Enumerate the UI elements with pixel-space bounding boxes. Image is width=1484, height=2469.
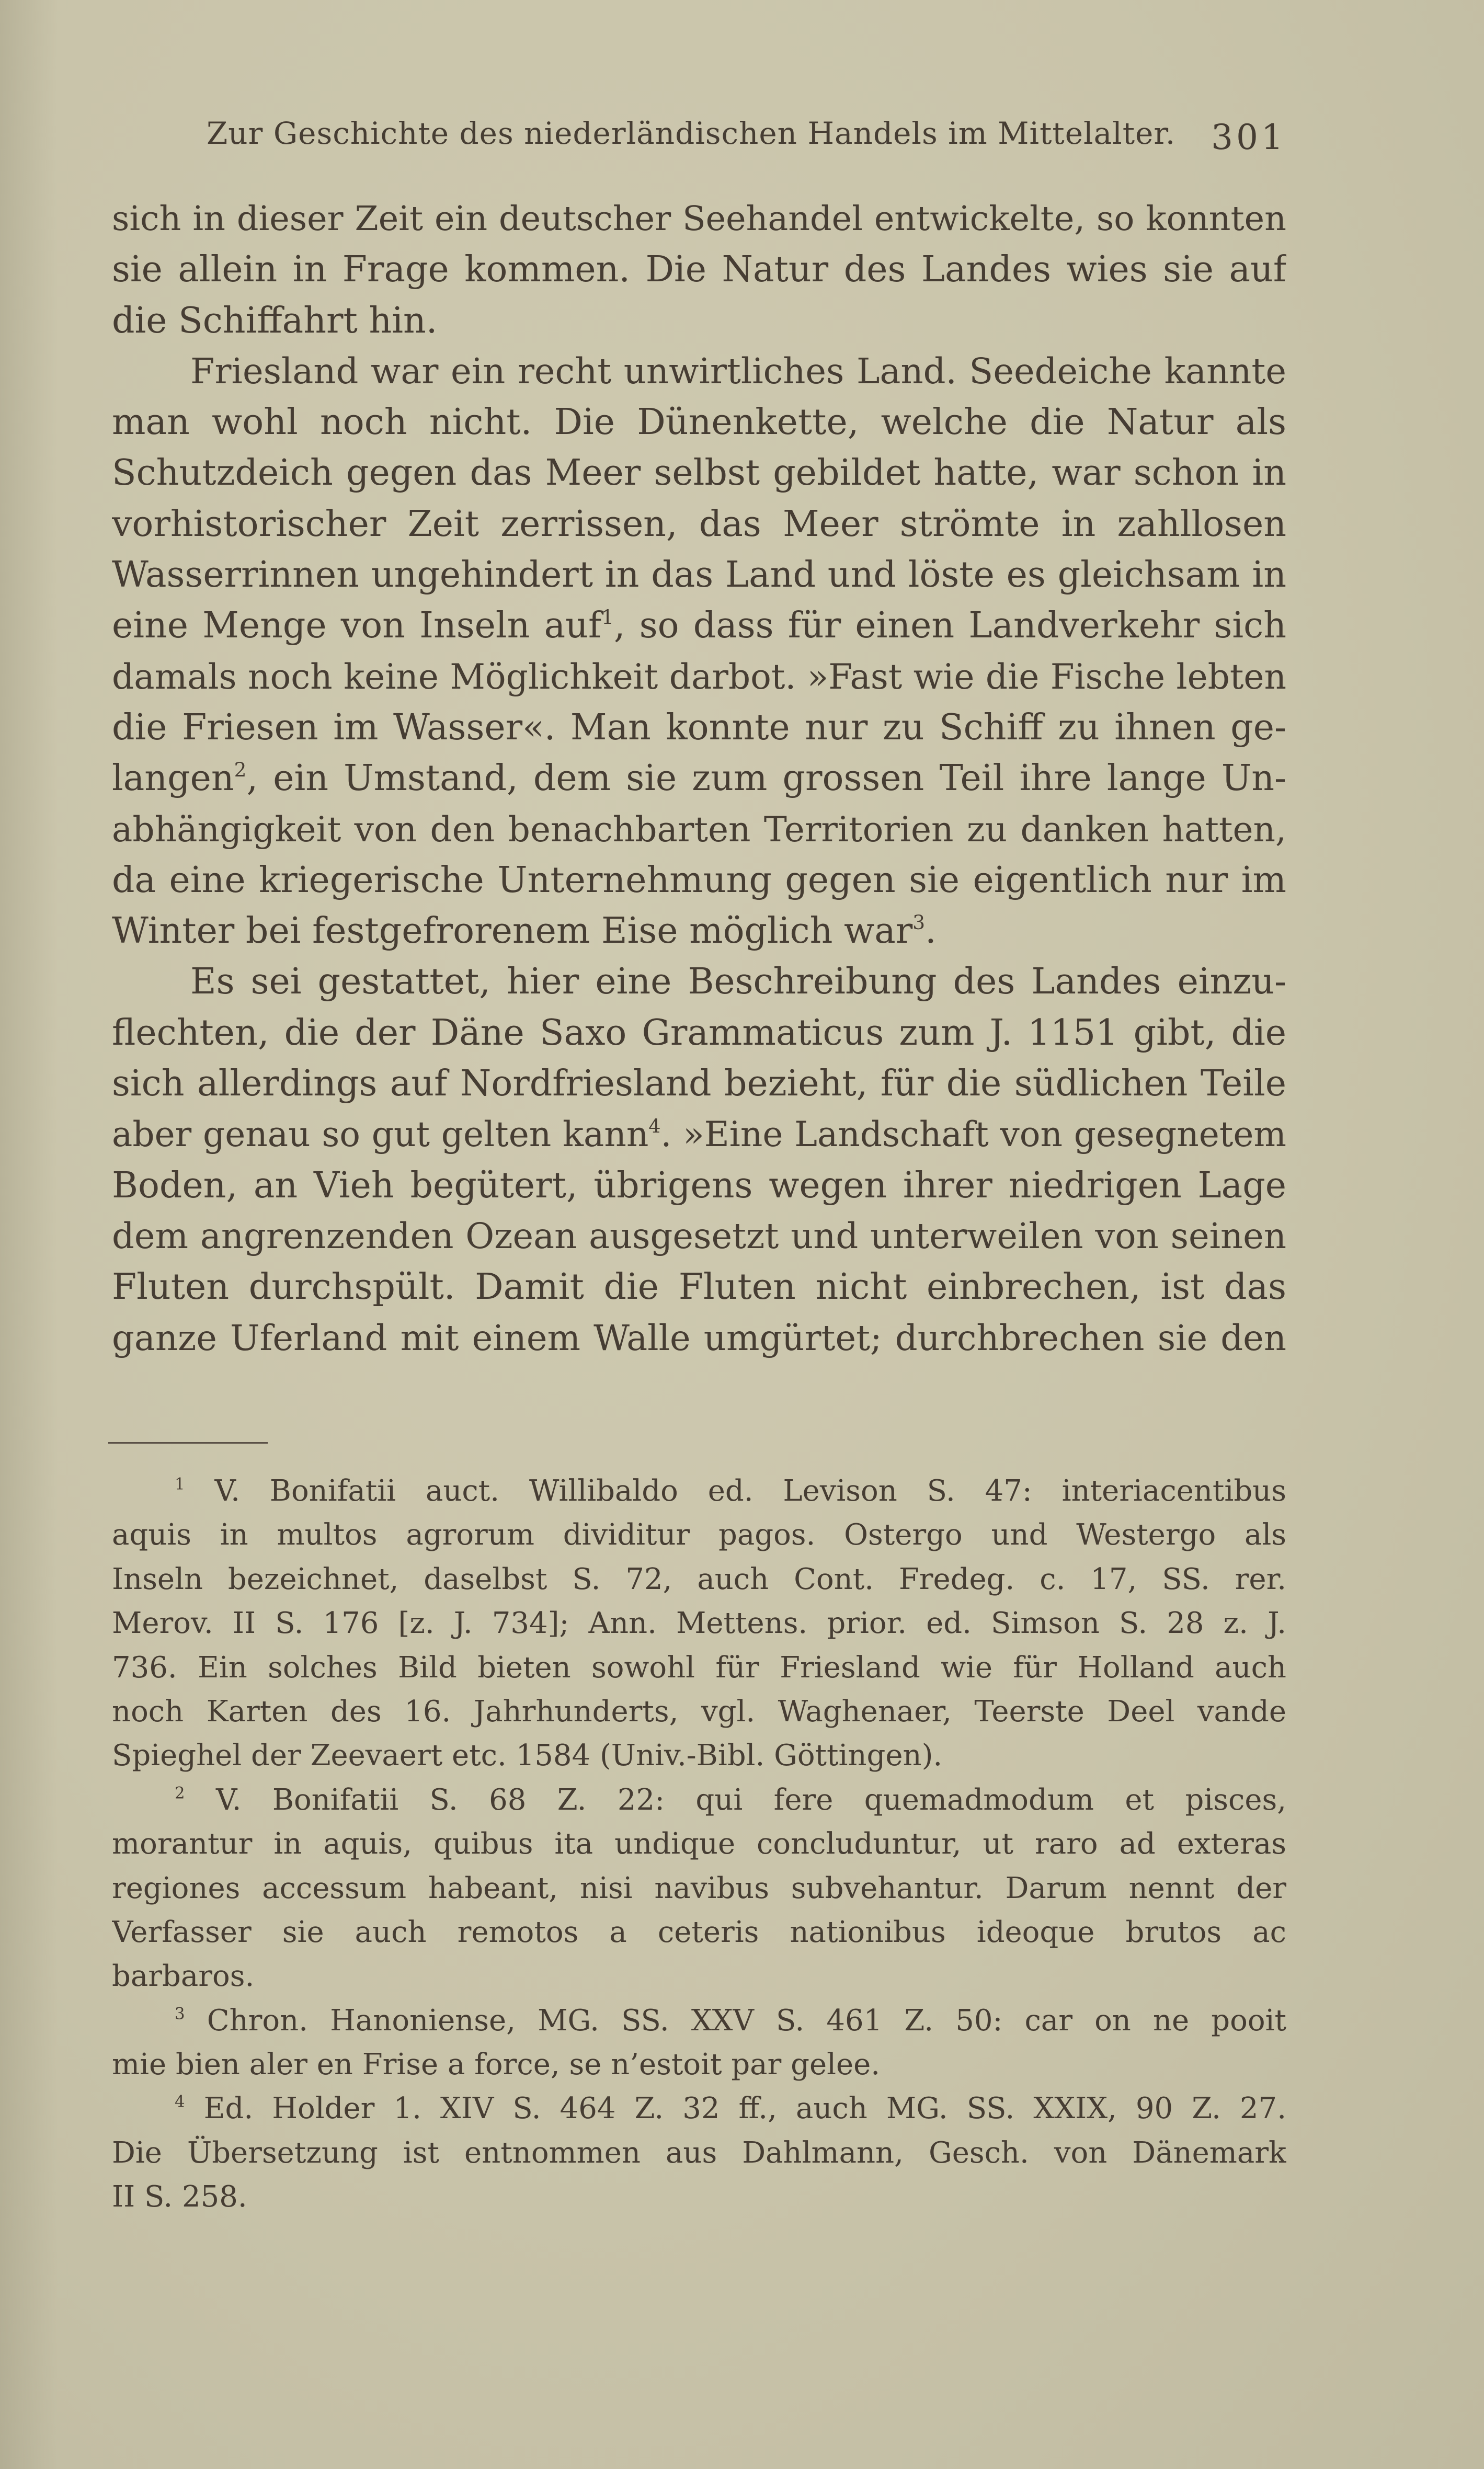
footnote-line xyxy=(112,1602,1286,1645)
text-line xyxy=(112,448,1286,498)
footnote-text: Ed. Holder 1. XIV S. 464 Z. 32 ff., auch MG. SS. XXIX, 90 Z. 27. xyxy=(185,2091,1286,2126)
footnote-line xyxy=(112,2175,1286,2219)
text-line xyxy=(112,1008,1286,1058)
text-line xyxy=(112,855,1286,906)
line-text: da eine kriegerische Unternehmung gegen sie eigentlich nur im xyxy=(112,859,1286,901)
footnote-text: V. Bonifatii S. 68 Z. 22: qui fere quemadmodum et pisces, xyxy=(185,1782,1286,1817)
text-line xyxy=(112,1211,1286,1262)
main-text xyxy=(112,193,1286,1364)
footnote-ref[interactable]: 4 xyxy=(648,1115,661,1138)
footnotes xyxy=(112,1469,1286,2220)
text-line xyxy=(112,702,1286,753)
text-line xyxy=(112,244,1286,295)
line-text: , so dass für einen Landverkehr sich xyxy=(613,605,1286,647)
footnote-line xyxy=(112,1911,1286,1954)
footnote-text: Inseln bezeichnet, daselbst S. 72, auch Cont. Fredeg. c. 17, SS. rer. xyxy=(112,1562,1286,1596)
line-text: . »Eine Landschaft von gesegnetem xyxy=(660,1114,1286,1155)
footnote-line xyxy=(112,1558,1286,1602)
line-text: die Friesen im Wasser«. Man konnte nur zu Schiff zu ihnen ge- xyxy=(112,706,1286,748)
line-text: Winter bei festgefrorenem Eise möglich war xyxy=(112,910,913,952)
footnote-number: 2 xyxy=(175,1784,185,1803)
footnote-line xyxy=(112,2131,1286,2175)
footnote-line xyxy=(112,1822,1286,1866)
line-text: dem angrenzenden Ozean ausgesetzt und unterweilen von seinen xyxy=(112,1215,1286,1256)
line-text: eine Menge von Inseln auf xyxy=(112,605,602,647)
running-title: Zur Geschichte des niederländischen Handels im Mittelalter. xyxy=(207,116,1176,151)
footnote-text: noch Karten des 16. Jahrhunderts, vgl. Waghenaer, Teerste Deel vande xyxy=(112,1694,1286,1729)
text-line xyxy=(112,295,1286,346)
text-line xyxy=(112,499,1286,550)
text-line xyxy=(112,804,1286,855)
text-line xyxy=(112,753,1286,804)
running-header xyxy=(207,112,1286,157)
text-line xyxy=(112,651,1286,702)
text-line xyxy=(112,550,1286,600)
line-text: Fluten durchspült. Damit die Fluten nicht einbrechen, ist das xyxy=(112,1266,1286,1308)
footnote-ref[interactable]: 3 xyxy=(912,910,926,934)
text-line xyxy=(112,1160,1286,1211)
footnote-number: 1 xyxy=(175,1474,185,1494)
line-text: ganze Uferland mit einem Walle umgürtet; durchbrechen sie den xyxy=(112,1317,1286,1358)
line-text: vorhistorischer Zeit zerrissen, das Meer strömte in zahllosen xyxy=(112,503,1286,545)
footnote-line xyxy=(112,1778,1286,1822)
footnote-line xyxy=(112,1469,1286,1513)
footnote-line xyxy=(112,2087,1286,2131)
footnote-line xyxy=(112,1867,1286,1911)
line-text: flechten, die der Däne Saxo Grammaticus zum J. 1151 gibt, die xyxy=(112,1012,1286,1054)
footnote-line xyxy=(112,1690,1286,1734)
line-text: . xyxy=(925,910,937,952)
line-text: sich allerdings auf Nordfriesland bezieht, für die südlichen Teile xyxy=(112,1063,1286,1105)
footnote-line xyxy=(112,1999,1286,2043)
footnote-text: V. Bonifatii auct. Willibaldo ed. Levison S. 47: interiacentibus xyxy=(185,1474,1286,1508)
footnote-text: Verfasser sie auch remotos a ceteris nationibus ideoque brutos ac xyxy=(112,1915,1286,1949)
footnote-text: 736. Ein solches Bild bieten sowohl für Friesland wie für Holland auch xyxy=(112,1650,1286,1685)
line-text: sie allein in Frage kommen. Die Natur des Landes wies sie auf xyxy=(112,249,1286,291)
line-text: , ein Umstand, dem sie zum grossen Teil ihre lange Un- xyxy=(246,758,1286,799)
footnote-line xyxy=(112,1646,1286,1690)
line-text: abhängigkeit von den benachbarten Territorien zu danken hatten, xyxy=(112,809,1286,850)
page-number: 301 xyxy=(1211,117,1286,157)
text-line xyxy=(112,906,1286,956)
footnote-text: Spieghel der Zeevaert etc. 1584 (Univ.-Bibl. Göttingen). xyxy=(112,1739,943,1773)
footnote-text: Merov. II S. 176 [z. J. 734]; Ann. Mettens. prior. ed. Simson S. 28 z. J. xyxy=(112,1606,1286,1641)
line-text: aber genau so gut gelten kann xyxy=(112,1114,649,1155)
footnote-text: aquis in multos agrorum dividitur pagos. Ostergo und Westergo als xyxy=(112,1518,1286,1552)
text-line xyxy=(112,600,1286,651)
footnote-line xyxy=(112,1954,1286,1998)
line-text: die Schiffahrt hin. xyxy=(112,300,438,341)
footnote-text: Chron. Hanoniense, MG. SS. XXV S. 461 Z. 50: car on ne pooit xyxy=(185,2003,1286,2038)
line-text: Friesland war ein recht unwirtliches Land. Seedeiche kannte xyxy=(190,350,1286,392)
text-line xyxy=(112,956,1286,1007)
footnote-text: mie bien aler en Frise a force, se n’estoit par gelee. xyxy=(112,2048,881,2082)
text-line xyxy=(112,346,1286,397)
footnote-number: 4 xyxy=(175,2092,185,2111)
line-text: Wasserrinnen ungehindert in das Land und löste es gleichsam in xyxy=(112,554,1286,596)
text-line xyxy=(112,397,1286,448)
footnote-number: 3 xyxy=(175,2004,185,2024)
footnote-line xyxy=(112,1734,1286,1778)
footnote-separator xyxy=(108,1442,268,1444)
line-text: damals noch keine Möglichkeit darbot. »Fast wie die Fische lebten xyxy=(112,656,1286,697)
line-text: man wohl noch nicht. Die Dünenkette, welche die Natur als xyxy=(112,402,1286,443)
text-line xyxy=(112,193,1286,244)
text-line xyxy=(112,1262,1286,1312)
text-line xyxy=(112,1109,1286,1160)
line-text: sich in dieser Zeit ein deutscher Seehandel entwickelte, so konnten xyxy=(112,199,1286,238)
footnote-text: II S. 258. xyxy=(112,2180,247,2214)
footnote-line xyxy=(112,1513,1286,1557)
footnote-text: Die Übersetzung ist entnommen aus Dahlmann, Gesch. von Dänemark xyxy=(112,2135,1286,2170)
text-line xyxy=(112,1058,1286,1109)
footnote-text: barbaros. xyxy=(112,1959,255,1994)
footnote-ref[interactable]: 1 xyxy=(601,605,614,629)
line-text: langen xyxy=(112,758,234,799)
line-text: Boden, an Vieh begütert, übrigens wegen ihrer niedrigen Lage xyxy=(112,1164,1286,1206)
text-line xyxy=(112,1313,1286,1364)
footnote-text: regiones accessum habeant, nisi navibus subvehantur. Darum nennt der xyxy=(112,1871,1286,1905)
line-text: Es sei gestattet, hier eine Beschreibung des Landes einzu- xyxy=(190,961,1286,1003)
footnote-ref[interactable]: 2 xyxy=(234,758,247,782)
footnote-line xyxy=(112,2043,1286,2087)
line-text: Schutzdeich gegen das Meer selbst gebildet hatte, war schon in xyxy=(112,452,1286,494)
page-gutter-shadow xyxy=(0,0,58,2469)
footnote-text: morantur in aquis, quibus ita undique concluduntur, ut raro ad exteras xyxy=(112,1827,1286,1861)
